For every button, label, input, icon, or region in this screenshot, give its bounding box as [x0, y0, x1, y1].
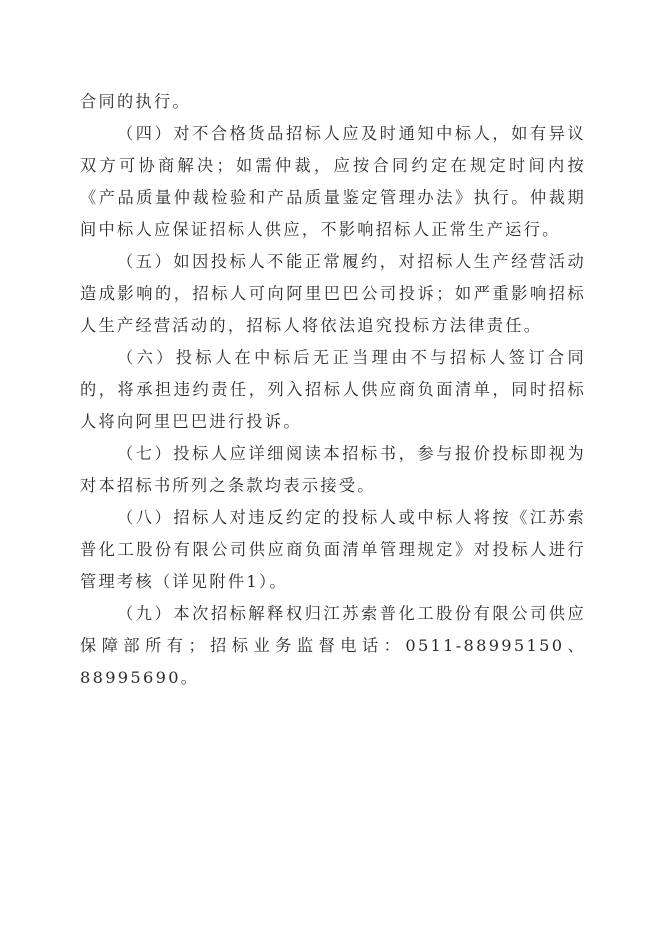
paragraph-item-8: （八）招标人对违反约定的投标人或中标人将按《江苏索普化工股份有限公司供应商负面清单管理规定》对投标人进行管理考核（详见附件1）。 — [80, 508, 586, 591]
paragraph-item-5: （五）如因投标人不能正常履约，对招标人生产经营活动造成影响的，招标人可向阿里巴巴公司投诉；如严重影响招标人生产经营活动的，招标人将依法追究投标方法律责任。 — [80, 252, 586, 335]
paragraph-item-4: （四）对不合格货品招标人应及时通知中标人，如有异议双方可协商解决；如需仲裁，应按合同约定在规定时间内按《产品质量仲裁检验和产品质量鉴定管理办法》执行。仲裁期间中标人应保证招标人供应，不影响招标人正常生产运行。 — [80, 124, 586, 239]
document-body — [80, 86, 586, 694]
paragraph-item-6: （六）投标人在中标后无正当理由不与招标人签订合同的，将承担违约责任，列入招标人供应商负面清单，同时招标人将向阿里巴巴进行投诉。 — [80, 348, 586, 431]
paragraph-item-7: （七）投标人应详细阅读本招标书，参与报价投标即视为对本招标书所列之条款均表示接受。 — [80, 444, 586, 495]
paragraph-continuation: 合同的执行。 — [80, 92, 191, 111]
paragraph-item-9: （九）本次招标解释权归江苏索普化工股份有限公司供应保障部所有；招标业务监督电话：0511-88995150、88995690。 — [80, 604, 586, 687]
